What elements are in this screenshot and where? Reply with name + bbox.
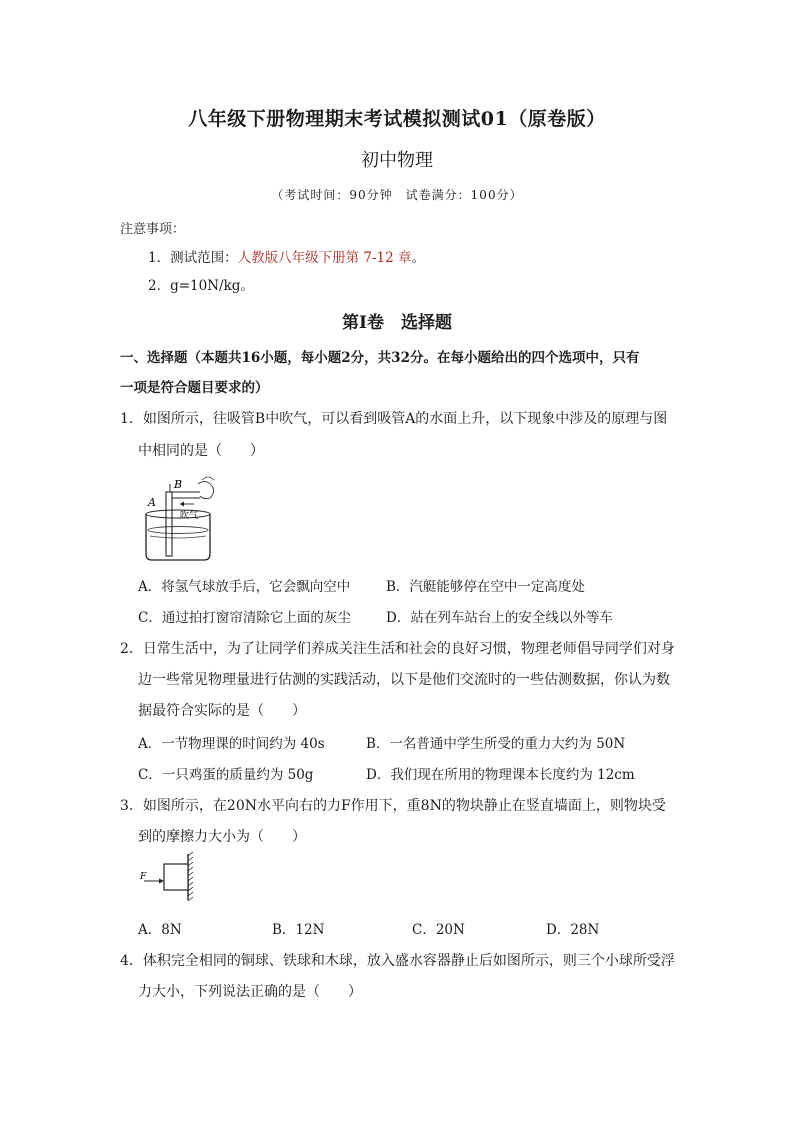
section-title: 第Ⅰ卷 选择题	[342, 313, 452, 333]
figure-label-a: A	[148, 496, 156, 509]
question-2-option-a: A．一节物理课的时间约为 40s	[138, 736, 325, 752]
question-4-line-1: 4．体积完全相同的铜球、铁球和木球，放入盛水容器静止后如图所示，则三个小球所受浮	[120, 953, 675, 969]
question-1-line-1: 1．如图所示，往吸管B中吹气，可以看到吸管A的水面上升，以下现象中涉及的原理与图	[120, 411, 668, 427]
figure-label-f: F	[140, 872, 147, 882]
question-1-option-b: B．汽艇能够停在空中一定高度处	[386, 579, 585, 595]
page-subtitle: 初中物理	[361, 150, 433, 171]
figure-label-blow: 吹气	[180, 511, 199, 521]
figure-label-b: B	[174, 478, 183, 491]
note-item-1-prefix: 1．测试范围：	[148, 250, 238, 266]
question-2-option-b: B．一名普通中学生所受的重力大约为 50N	[366, 736, 626, 752]
question-3-line-2: 到的摩擦力大小为（ ）	[138, 829, 306, 845]
exam-meta: （考试时间：90分钟 试卷满分：100分）	[271, 188, 523, 202]
note-item-2: 2．g=10N/kg。	[148, 278, 254, 294]
question-3-option-d: D．28N	[546, 922, 600, 938]
question-1-option-a: A．将氢气球放手后，它会飘向空中	[138, 579, 351, 595]
question-1-line-2: 中相同的是（ ）	[138, 443, 264, 459]
question-2-line-2: 边一些常见物理量进行估测的实践活动，以下是他们交流时的一些估测数据，你认为数	[138, 672, 670, 688]
note-item-1	[148, 246, 425, 266]
question-1-option-c: C．通过拍打窗帘清除它上面的灰尘	[138, 610, 351, 626]
question-1-figure	[140, 474, 220, 564]
part-heading-line-2: 一项是符合题目要求的）	[120, 380, 269, 396]
question-2-line-1: 2．日常生活中，为了让同学们养成关注生活和社会的良好习惯，物理老师倡导同学们对身	[120, 641, 675, 657]
question-1-option-d: D．站在列车站台上的安全线以外等车	[386, 610, 613, 626]
question-3-option-b: B．12N	[272, 922, 325, 938]
note-item-1-highlight: 人教版八年级下册第 7-12 章	[237, 250, 412, 266]
question-3-option-a: A．8N	[138, 922, 182, 938]
question-4-line-2: 力大小，下列说法正确的是（ ）	[138, 984, 362, 1000]
question-3-option-c: C．20N	[412, 922, 465, 938]
question-2-option-d: D．我们现在所用的物理课本长度约为 12cm	[366, 767, 635, 783]
question-2-option-c: C．一只鸡蛋的质量约为 50g	[138, 767, 314, 783]
question-3-figure	[138, 852, 198, 902]
note-item-1-suffix: 。	[411, 250, 426, 266]
question-3-line-1: 3．如图所示，在20N水平向右的力F作用下，重8N的物块静止在竖直墙面上，则物块受	[120, 798, 666, 814]
notes-heading: 注意事项：	[120, 222, 186, 237]
block-wall-diagram	[144, 852, 193, 901]
page-title: 八年级下册物理期末考试模拟测试01（原卷版）	[188, 108, 606, 130]
part-heading-line-1: 一、选择题（本题共16小题，每小题2分，共32分。在每小题给出的四个选项中，只有	[120, 350, 640, 366]
question-2-line-3: 据最符合实际的是（ ）	[138, 703, 306, 719]
